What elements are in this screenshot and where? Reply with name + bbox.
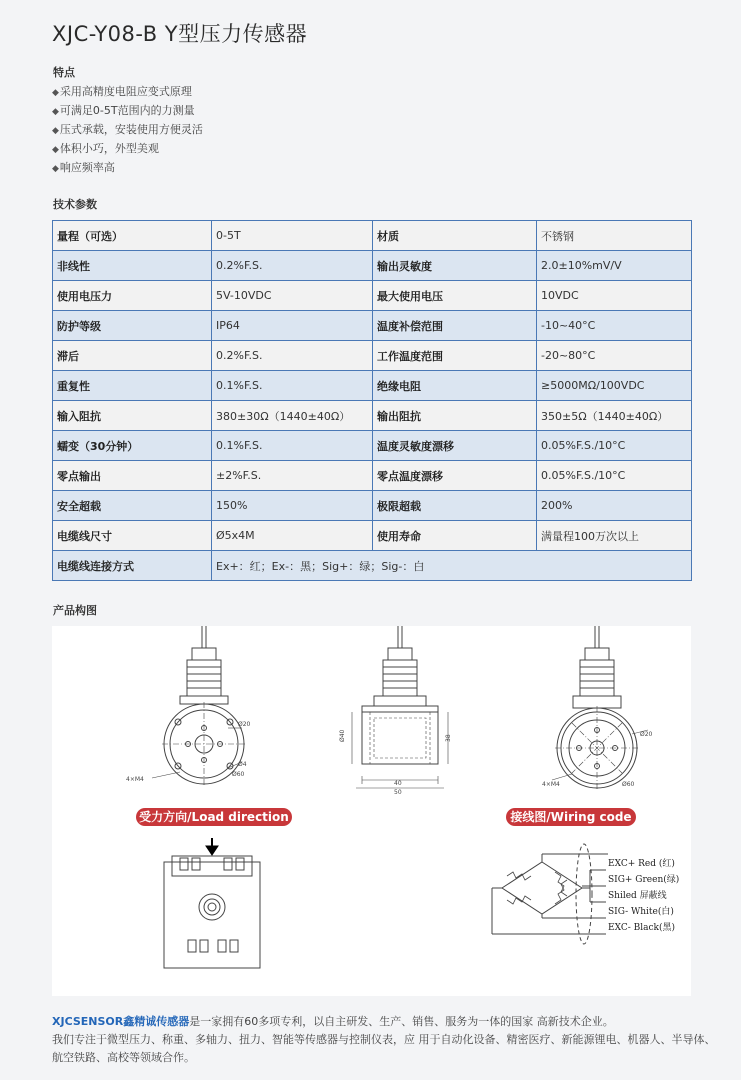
table-row [53,311,692,341]
spec-value: 2.0±10%mV/V [537,251,692,281]
params-heading: 技术参数 [53,198,97,211]
spec-key: 使用寿命 [373,521,537,551]
spec-key: 绝缘电阻 [373,371,537,401]
table-row [53,551,692,581]
load-diagram [164,838,260,968]
table-row [53,401,692,431]
spec-key: 防护等级 [53,311,212,341]
intro-line: XJCSENSOR鑫精诚传感器是一家拥有60多项专利，以自主研发、生产、销售、服务为一体的国家 高新技术企业。 [52,1015,614,1028]
product-drawing [52,626,691,996]
page-title: XJC-Y08-B Y型压力传感器 [52,22,308,46]
spec-value: 0.1%F.S. [212,431,373,461]
brand-name: XJCSENSOR鑫精诚传感器 [52,1015,190,1028]
diamond-bullet-icon: ◆ [52,107,59,117]
spec-value: 满量程100万次以上 [537,521,692,551]
spec-table [52,220,692,581]
load-direction-badge: 受力方向/Load direction [136,808,292,826]
spec-key: 输出阻抗 [373,401,537,431]
spec-value: 5V-10VDC [212,281,373,311]
table-row [53,251,692,281]
table-row [53,221,692,251]
spec-value: Ex+：红；Ex-：黑；Sig+：绿；Sig-：白 [212,551,692,581]
svg-text:4×M4: 4×M4 [126,776,144,783]
spec-key: 量程（可选） [53,221,212,251]
feature-item: ◆采用高精度电阻应变式原理 [52,85,192,98]
feature-item: ◆可满足0-5T范围内的力测量 [52,104,195,117]
spec-value: ≥5000MΩ/100VDC [537,371,692,401]
svg-text:4×M4: 4×M4 [542,781,560,788]
spec-value: 0.2%F.S. [212,341,373,371]
spec-value: 350±5Ω（1440±40Ω） [537,401,692,431]
table-row [53,341,692,371]
svg-text:50: 50 [394,789,402,796]
spec-value: 0.05%F.S./10°C [537,461,692,491]
spec-key: 材质 [373,221,537,251]
svg-text:Ø60: Ø60 [232,771,245,778]
svg-text:Ø60: Ø60 [622,781,635,788]
spec-key: 温度补偿范围 [373,311,537,341]
svg-text:Ø20: Ø20 [238,721,251,728]
features-list [52,82,203,177]
spec-value: 0-5T [212,221,373,251]
spec-key: 重复性 [53,371,212,401]
spec-key: 工作温度范围 [373,341,537,371]
spec-value: 10VDC [537,281,692,311]
svg-text:38: 38 [445,734,452,742]
spec-value: IP64 [212,311,373,341]
feature-item: ◆响应频率高 [52,161,115,174]
wire-label-sig-minus: SIG- White(白) [608,907,674,917]
spec-key: 输出灵敏度 [373,251,537,281]
intro-line: 我们专注于微型压力、称重、多轴力、扭力、智能等传感器与控制仪表，应 用于自动化设备、精密医疗、新能源锂电、机器人、半导体、 [52,1033,716,1046]
feature-item: ◆压式承载，安装使用方便灵活 [52,123,203,136]
diamond-bullet-icon: ◆ [52,88,59,98]
spec-key: 零点温度漂移 [373,461,537,491]
wiring-diagram [492,844,608,944]
spec-key: 电缆线连接方式 [53,551,212,581]
spec-key: 极限超载 [373,491,537,521]
spec-value: 0.1%F.S. [212,371,373,401]
svg-text:Ø4: Ø4 [238,761,247,768]
side-view-drawing [352,626,448,788]
spec-value: -20~80°C [537,341,692,371]
spec-key: 滞后 [53,341,212,371]
spec-value: ±2%F.S. [212,461,373,491]
intro-line: 航空铁路、高校等领域合作。 [52,1051,195,1064]
wiring-code-badge: 接线图/Wiring code [506,808,636,826]
table-row [53,491,692,521]
wire-label-sig-plus: SIG+ Green(绿) [608,875,680,885]
diamond-bullet-icon: ◆ [52,145,59,155]
svg-text:40: 40 [394,780,402,787]
spec-value: 0.05%F.S./10°C [537,431,692,461]
spec-value: 380±30Ω（1440±40Ω） [212,401,373,431]
table-row [53,521,692,551]
spec-key: 温度灵敏度漂移 [373,431,537,461]
wire-label-shield: Shiled 屏蔽线 [608,891,667,901]
table-row [53,431,692,461]
feature-item: ◆体积小巧，外型美观 [52,142,159,155]
table-row [53,371,692,401]
spec-key: 非线性 [53,251,212,281]
spec-value: Ø5x4M [212,521,373,551]
spec-value: 200% [537,491,692,521]
spec-value: 0.2%F.S. [212,251,373,281]
wire-label-exc-minus: EXC- Black(黑) [608,923,675,933]
spec-value: 不锈钢 [537,221,692,251]
structure-heading: 产品构图 [53,604,97,617]
features-heading: 特点 [53,66,75,79]
company-intro [52,1013,716,1067]
spec-key: 使用电压力 [53,281,212,311]
spec-key: 输入阻抗 [53,401,212,431]
spec-key: 电缆线尺寸 [53,521,212,551]
spec-key: 最大使用电压 [373,281,537,311]
top-view-drawing [152,626,246,786]
spec-value: -10~40°C [537,311,692,341]
spec-value: 150% [212,491,373,521]
svg-text:Ø40: Ø40 [339,729,346,742]
bottom-view-drawing [552,626,648,790]
spec-key: 零点输出 [53,461,212,491]
diamond-bullet-icon: ◆ [52,164,59,174]
table-row [53,461,692,491]
svg-text:Ø20: Ø20 [640,731,653,738]
wire-label-exc-plus: EXC+ Red (红) [608,859,675,869]
spec-key: 蠕变（30分钟） [53,431,212,461]
diamond-bullet-icon: ◆ [52,126,59,136]
table-row [53,281,692,311]
spec-key: 安全超载 [53,491,212,521]
